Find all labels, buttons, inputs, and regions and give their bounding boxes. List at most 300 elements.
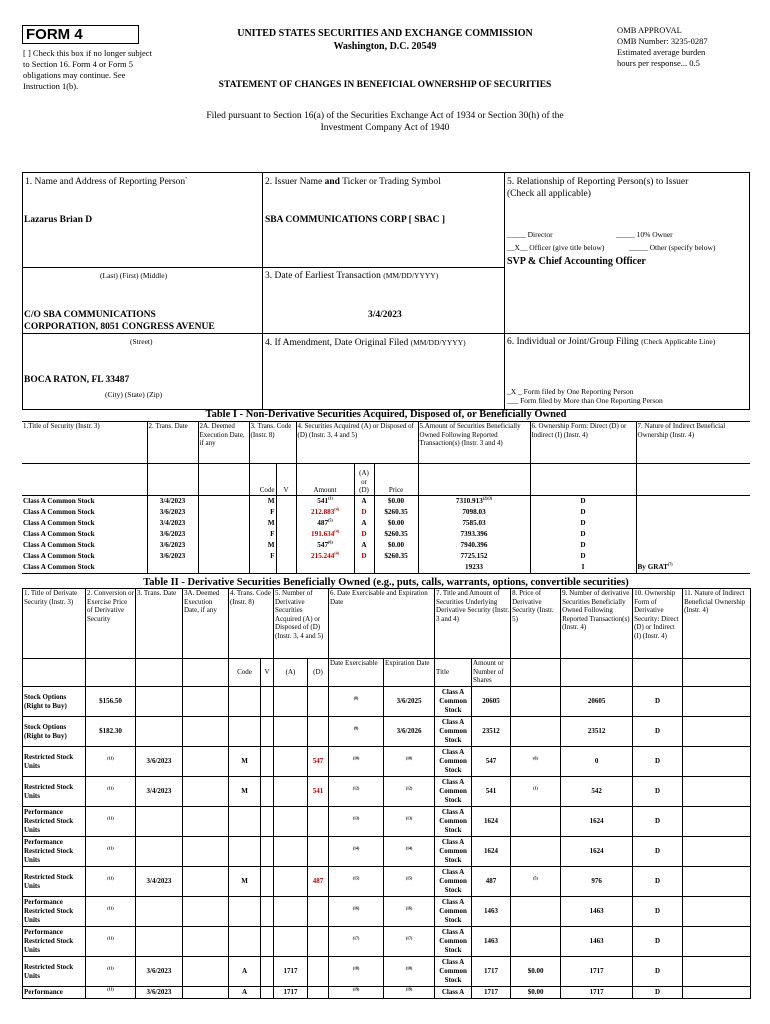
t2-ownership-form: D [633,867,683,897]
t1-owned-following: 7725.152 [418,551,530,562]
t2-date-exercisable [329,927,384,957]
t1-deemed-date [198,529,249,540]
t1-security-title: Class A Common Stock [23,530,95,538]
t2-date-exercisable [329,897,384,927]
t2-date-exercisable [329,807,384,837]
t2-conversion-price: $182.30 [86,717,136,747]
t1-h-nature: 7. Nature of Indirect Beneficial Ownership (Instr. 4) [636,422,750,464]
t2-h-a: (A) [274,659,308,687]
t1-trans-code: F [249,507,276,518]
grid-line [262,333,750,334]
t1-trans-code [249,562,276,574]
t2-expiration-date [384,987,435,999]
t1-nature [636,507,750,518]
street-hint: (Street) [130,337,153,346]
t2-date-exercisable [329,717,384,747]
t2-nature [683,927,751,957]
city-hint: (City) (State) (Zip) [105,390,163,399]
t2-h-utitle: Title [435,659,472,687]
t1-security-title: Class A Common Stock [23,552,95,560]
table2-row [23,807,751,837]
t1-amount [296,562,354,574]
t2-h-v: V [261,659,274,687]
t1-nature: By GRAT$^{(7)}$ [636,562,750,574]
grid-line [749,172,750,409]
t2-underlying-title: Class A Common Stock [435,837,472,867]
table2-row [23,927,751,957]
footnote-ref: (8) [353,695,359,701]
t2-deemed-date [183,987,229,999]
t1-trans-date: 3/4/2023 [147,518,198,529]
address-line1: C/O SBA COMMUNICATIONS [24,310,156,320]
t1-security-title: Class A Common Stock [23,519,95,527]
footnote-ref: (5) [533,875,538,881]
footnote-ref: (17) [352,935,360,941]
footnote-ref: (13) [405,815,413,821]
t2-conversion-price [86,957,136,987]
t1-ownership-form: D [530,529,636,540]
t1-h-code: 3. Trans. Code (Instr. 8) [249,422,296,464]
t2-underlying-amount: 1463 [472,927,511,957]
t2-security-title: Stock Options (Right to Buy) [23,687,86,717]
t1-security-title: Class A Common Stock [23,563,95,571]
t2-ownership-form: D [633,747,683,777]
t1-owned-following: 7940.396 [418,540,530,551]
t2-deemed-date [183,897,229,927]
t2-price [511,867,561,897]
t1-amount: 547$^{(6)}$ [296,540,354,551]
footnote-ref: (14) [405,845,413,851]
t2-v [261,957,274,987]
table2-row [23,837,751,867]
t2-h-code-sub: Code [229,659,261,687]
table2-title: Table II - Derivative Securities Beneficially Owned (e.g., puts, calls, warrants, options, convertible securities) [143,577,629,588]
t1-deemed-date [198,496,249,508]
form-label: FORM 4 [22,25,139,44]
t2-ownership-form: D [633,687,683,717]
t2-owned-following: 542 [561,777,633,807]
table2-row [23,957,751,987]
t2-trans-code [229,897,261,927]
t1-h-owned: 5.Amount of Securities Beneficially Owned Following Reported Transaction(s) (Instr. 3 and 4) [418,422,530,464]
t2-nature [683,897,751,927]
t1-h-acquired: 4. Securities Acquired (A) or Disposed of (D) (Instr. 3, 4 and 5) [296,422,418,464]
t1-ownership-form: D [530,507,636,518]
t2-nature [683,717,751,747]
t2-trans-date: 3/6/2023 [136,957,183,987]
t2-owned-following: 1463 [561,897,633,927]
t1-v [276,507,296,518]
t2-h-nature: 11. Nature of Indirect Beneficial Ownership (Instr. 4) [683,589,751,659]
t1-price: $0.00 [374,540,418,551]
t2-acquired: 1717 [274,987,308,999]
grid-line [504,172,505,409]
t2-underlying-title: Class A Common Stock [435,927,472,957]
grid-line [262,172,263,409]
t2-conversion-price [86,987,136,999]
box5-subtitle: (Check all applicable) [507,189,591,199]
t1-v [276,562,296,574]
footnote-ref: (15) [352,875,360,881]
footnote-ref: (18) [352,965,360,971]
t2-h-title: 1. Title of Derivate Security (Instr. 3) [23,589,86,659]
t2-expiration-date [384,897,435,927]
t1-price: $0.00 [374,518,418,529]
t2-underlying-title: Class A Common Stock [435,867,472,897]
t2-owned-following: 1717 [561,987,633,999]
t2-expiration-date [384,837,435,867]
footnote-ref: (1) [533,785,538,791]
footnote-ref: (13) [352,815,360,821]
city-line: BOCA RATON, FL 33487 [24,375,130,385]
t2-deemed-date [183,957,229,987]
footnote-ref: (19) [352,986,360,992]
t2-security-title: Performance Restricted Stock Units [23,837,86,867]
t1-security-title: Class A Common Stock [23,541,95,549]
t1-a-or-d: D [354,551,374,562]
t2-underlying-amount: 547 [472,747,511,777]
t1-price: $0.00 [374,496,418,508]
table1-title: Table I - Non-Derivative Securities Acquired, Disposed of, or Beneficially Owned [205,409,567,420]
table1-row [22,562,750,574]
t1-v [276,496,296,508]
t1-price: $260.35 [374,507,418,518]
footnote-ref: (11) [107,986,114,992]
footnote-ref: (19) [405,986,413,992]
t1-h-form: 6. Ownership Form: Direct (D) or Indirect (I) (Instr. 4) [530,422,636,464]
t2-price [511,837,561,867]
box3-label: 3. Date of Earliest Transaction (MM/DD/YYYY) [265,271,439,281]
t2-acquired: 1717 [274,957,308,987]
t2-ownership-form: D [633,807,683,837]
t2-underlying-title: Class A Common Stock [435,747,472,777]
table2-row [23,717,751,747]
t2-acquired [274,687,308,717]
t2-underlying-title: Class A [435,987,472,999]
t2-acquired [274,717,308,747]
agency-header [170,27,600,53]
t2-price [511,897,561,927]
t1-owned-following: 7585.03 [418,518,530,529]
t2-disposed [308,807,329,837]
t2-v [261,867,274,897]
t1-a-or-d: D [354,507,374,518]
t2-acquired [274,867,308,897]
table2-row [23,747,751,777]
t2-ownership-form: D [633,717,683,747]
t2-security-title: Performance Restricted Stock Units [23,807,86,837]
t2-underlying-title: Class A Common Stock [435,777,472,807]
t2-ownership-form: D [633,957,683,987]
t2-nature [683,957,751,987]
t2-h-form: 10. Ownership Form of Derivative Security: Direct (D) or Indirect (I) (Instr. 4) [633,589,683,659]
table2-row [23,987,751,999]
footnote-ref: (14) [352,845,360,851]
t1-h-v: V [276,464,296,496]
t2-expiration-date [384,927,435,957]
t2-ownership-form: D [633,897,683,927]
t1-owned-following: 7393.396 [418,529,530,540]
omb-approval [617,25,757,69]
t2-v [261,687,274,717]
rel-ten-percent-owner: _____ 10% Owner [616,230,673,239]
t1-a-or-d: A [354,518,374,529]
t2-price: $0.00 [511,957,561,987]
t2-disposed [308,897,329,927]
t2-trans-code: M [229,747,261,777]
t2-disposed [308,717,329,747]
t2-trans-code: M [229,867,261,897]
t2-security-title: Performance [23,987,86,999]
t2-trans-date [136,927,183,957]
table2-row [23,687,751,717]
t2-h-deemed: 3A. Deemed Execution Date, if any [183,589,229,659]
t2-security-title: Restricted Stock Units [23,777,86,807]
t2-deemed-date [183,687,229,717]
t2-expiration-date: 3/6/2025 [384,687,435,717]
table1-row [22,518,750,529]
t2-ownership-form: D [633,987,683,999]
t2-price [511,747,561,777]
t2-disposed: 487 [308,867,329,897]
t2-trans-date [136,837,183,867]
t2-expiration-date: 3/6/2026 [384,717,435,747]
t1-trans-code: F [249,551,276,562]
t1-deemed-date [198,518,249,529]
t2-conversion-price [86,927,136,957]
t2-underlying-amount: 23512 [472,717,511,747]
t1-v [276,529,296,540]
t1-ownership-form: I [530,562,636,574]
t2-trans-code: M [229,777,261,807]
footnote-ref: (10) [352,755,360,761]
footnote-ref: (18) [405,965,413,971]
name-hint: (Last) (First) (Middle) [100,271,168,280]
officer-title: SVP & Chief Accounting Officer [507,256,646,267]
t1-trans-date: 3/6/2023 [147,529,198,540]
t2-owned-following: 1624 [561,807,633,837]
t1-nature [636,518,750,529]
t2-underlying-title: Class A Common Stock [435,807,472,837]
footnote-ref: (1) [328,495,333,501]
t2-trans-code [229,717,261,747]
t2-owned-following: 1717 [561,957,633,987]
agency-location: Washington, D.C. 20549 [333,41,437,52]
t1-price: $260.35 [374,551,418,562]
t1-a-or-d [354,562,374,574]
t2-trans-date: 3/4/2023 [136,867,183,897]
table2-row [23,777,751,807]
t2-trans-code [229,687,261,717]
t2-security-title: Performance Restricted Stock Units [23,897,86,927]
t1-ownership-form: D [530,496,636,508]
t2-h-d: (D) [308,659,329,687]
footnote-ref: (4) [334,551,340,556]
t2-deemed-date [183,867,229,897]
t2-ownership-form: D [633,927,683,957]
t1-v [276,518,296,529]
t2-expiration-date [384,777,435,807]
t2-nature [683,777,751,807]
t1-trans-code: M [249,518,276,529]
table1-row [22,551,750,562]
t2-disposed: 547 [308,747,329,777]
t2-h-number: 5. Number of Derivative Securities Acquired (A) or Disposed of (D) (Instr. 3, 4 and 5) [274,589,329,659]
check-box-note: [ ] Check this box if no longer subject to Section 16. Form 4 or Form 5 obligations may continue. See Instruction 1(b). [23,48,152,91]
t2-v [261,927,274,957]
footnote-ref: (16) [405,905,413,911]
t1-trans-date [147,562,198,574]
table1-row [22,529,750,540]
t2-security-title: Restricted Stock Units [23,747,86,777]
t2-conversion-price [86,897,136,927]
t1-h-amount: Amount [296,464,354,496]
footnote-ref: (6) [328,540,333,545]
t2-v [261,807,274,837]
t2-price [511,927,561,957]
omb-title: OMB APPROVAL [617,25,682,35]
t1-amount: 212.883$^{(4)}$ [296,507,354,518]
t2-acquired [274,897,308,927]
t2-conversion-price [86,837,136,867]
t1-h-code-sub: Code [249,464,276,496]
t1-owned-following: 7098.03 [418,507,530,518]
footnote-ref: (12) [352,785,360,791]
t1-trans-code: M [249,496,276,508]
t2-acquired [274,747,308,777]
t2-date-exercisable [329,837,384,867]
t1-security-title: Class A Common Stock [23,497,95,505]
omb-hours: hours per response... 0.5 [617,58,700,68]
t2-deemed-date [183,717,229,747]
grid-line [22,267,262,268]
footnote-ref: (16) [352,905,360,911]
t1-amount: 191.634$^{(4)}$ [296,529,354,540]
t1-trans-date: 3/4/2023 [147,496,198,508]
filing-multiple-persons: ___ Form filed by More than One Reporting Person [507,396,663,405]
box4-label: 4. If Amendment, Date Original Filed (MM/DD/YYYY) [265,338,466,348]
t1-deemed-date [198,507,249,518]
t1-ownership-form: D [530,518,636,529]
t2-underlying-amount: 487 [472,867,511,897]
t2-disposed [308,987,329,999]
t1-trans-code: F [249,529,276,540]
footnote-ref: (9) [353,725,359,731]
t1-nature [636,551,750,562]
footnote-ref: (11) [107,935,114,941]
issuer-name: SBA COMMUNICATIONS CORP [ SBAC ] [265,215,446,225]
t2-nature [683,867,751,897]
t2-owned-following: 0 [561,747,633,777]
t2-deemed-date [183,927,229,957]
grid-line [22,172,23,409]
table2-row [23,897,751,927]
t2-trans-code: A [229,957,261,987]
t2-price [511,687,561,717]
t2-underlying-title: Class A Common Stock [435,897,472,927]
t2-acquired [274,777,308,807]
footnote-ref: (12) [405,785,413,791]
grid-line [22,172,750,173]
t2-security-title: Stock Options (Right to Buy) [23,717,86,747]
filed-note-line2: Investment Company Act of 1940 [320,123,450,133]
t1-amount: 215.244$^{(4)}$ [296,551,354,562]
t1-nature [636,540,750,551]
t2-owned-following: 23512 [561,717,633,747]
t1-trans-code: M [249,540,276,551]
t2-trans-date: 3/6/2023 [136,747,183,777]
t1-owned-following: $7310.913^{(2)(3)}$ [418,496,530,508]
t2-trans-date [136,687,183,717]
t2-security-title: Performance Restricted Stock Units [23,927,86,957]
t2-price [511,717,561,747]
t1-a-or-d: D [354,529,374,540]
t2-v [261,987,274,999]
t1-a-or-d: A [354,540,374,551]
t2-h-owned: 9. Number of derivative Securities Beneficially Owned Following Reported Transaction(s) (Instr. 4) [561,589,633,659]
footnote-ref: (5) [328,518,333,523]
t2-underlying-amount: 1624 [472,807,511,837]
footnote-ref: (10) [405,755,413,761]
t1-h-aord: (A) or (D) [354,464,374,496]
t1-owned-following: 19233 [418,562,530,574]
t2-acquired [274,807,308,837]
t2-v [261,717,274,747]
t1-ownership-form: D [530,540,636,551]
footnote-ref: (11) [107,905,114,911]
t2-h-date: 3. Trans. Date [136,589,183,659]
t2-underlying-amount: 1717 [472,957,511,987]
t2-h-price: 8. Price of Derivative Security (Instr. 5) [511,589,561,659]
t1-a-or-d: A [354,496,374,508]
t2-underlying-amount: 1463 [472,897,511,927]
t2-nature [683,687,751,717]
t1-v [276,551,296,562]
t2-trans-code: A [229,987,261,999]
t2-owned-following: 20605 [561,687,633,717]
t1-h-title: 1.Title of Security (Instr. 3) [23,422,100,430]
t2-disposed [308,957,329,987]
t2-trans-date [136,897,183,927]
t2-h-date-ex: Date Exercisable [329,659,384,687]
t2-underlying-amount: 1717 [472,987,511,999]
t1-amount: 487$^{(5)}$ [296,518,354,529]
table1-row [22,496,750,508]
t2-v [261,777,274,807]
t2-nature [683,747,751,777]
t2-v [261,747,274,777]
filed-pursuant-note [150,110,620,134]
t2-price [511,807,561,837]
t2-date-exercisable [329,747,384,777]
t2-h-exercisable: 6. Date Exercisable and Expiration Date [329,589,435,659]
rel-other: _____ Other (specify below) [629,243,716,252]
footnote-ref: (11) [107,845,114,851]
t1-nature [636,496,750,508]
t2-nature [683,837,751,867]
t2-owned-following: 1624 [561,837,633,867]
t2-trans-code [229,837,261,867]
t2-date-exercisable [329,957,384,987]
t1-security-title: Class A Common Stock [23,508,95,516]
box6-label: 6. Individual or Joint/Group Filing (Check Applicable Line) [507,337,716,347]
t2-ownership-form: D [633,777,683,807]
table2-row [23,867,751,897]
reporter-name: Lazarus Brian D [24,215,93,225]
rel-officer: __X__ Officer (give title below) [507,243,605,252]
t1-h-date: 2. Trans. Date [147,422,198,464]
t2-underlying-title: Class A Common Stock [435,687,472,717]
